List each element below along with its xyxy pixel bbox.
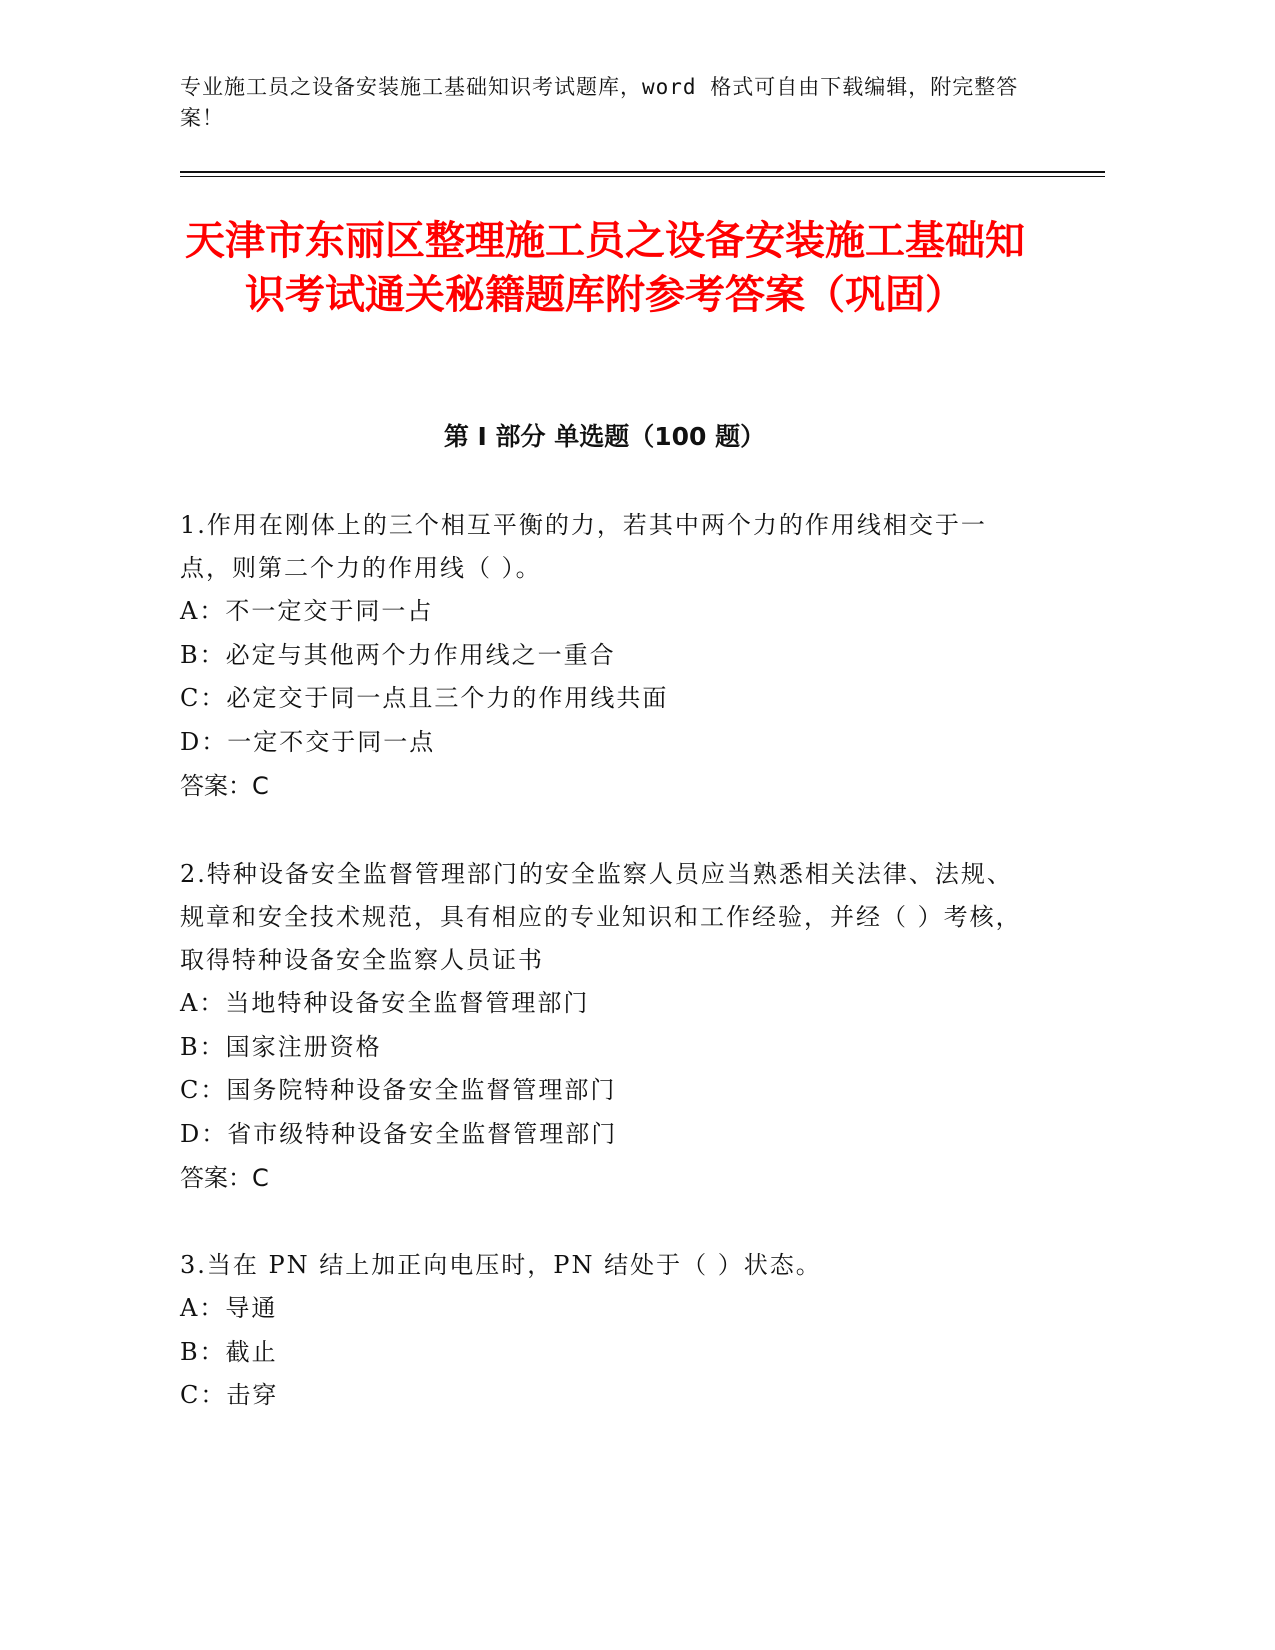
question-stem: 3.当在 PN 结上加正向电压时，PN 结处于（ ）状态。 [180,1251,822,1279]
option-a: A：当地特种设备安全监督管理部门 [180,989,590,1017]
question-stem: 2.特种设备安全监督管理部门的安全监察人员应当熟悉相关法律、法规、规章和安全技术规范，具有相应的专业知识和工作经验，并经（ ）考核，取得特种设备安全监察人员证书 [180,860,1022,974]
question-1 [180,504,1030,808]
question-stem: 1.作用在刚体上的三个相互平衡的力，若其中两个力的作用线相交于一点，则第二个力的作用线（ ）。 [180,511,987,582]
header-divider-thin [180,176,1105,177]
option-b: B：必定与其他两个力作用线之一重合 [180,640,616,669]
header-divider-thick [180,171,1105,173]
question-2 [180,853,1030,1200]
section-heading: 第 I 部分 单选题（100 题） [443,422,766,451]
option-c: C：必定交于同一点且三个力的作用线共面 [180,684,669,712]
option-d: D：省市级特种设备安全监督管理部门 [180,1119,618,1148]
option-c: C：国务院特种设备安全监督管理部门 [180,1076,617,1104]
option-a: A：不一定交于同一占 [180,597,434,625]
option-d: D：一定不交于同一点 [180,727,436,756]
option-b: B：截止 [180,1337,278,1366]
answer: 答案：C [180,1164,269,1192]
option-b: B：国家注册资格 [180,1032,382,1061]
option-c: C：击穿 [180,1381,279,1409]
question-3 [180,1244,1030,1418]
option-a: A：导通 [180,1294,278,1322]
header-note: 专业施工员之设备安装施工基础知识考试题库，word 格式可自由下载编辑，附完整答案！ [180,75,1019,130]
document-title: 天津市东丽区整理施工员之设备安装施工基础知识考试通关秘籍题库附参考答案（巩固） [185,218,1025,318]
answer: 答案：C [180,772,269,800]
